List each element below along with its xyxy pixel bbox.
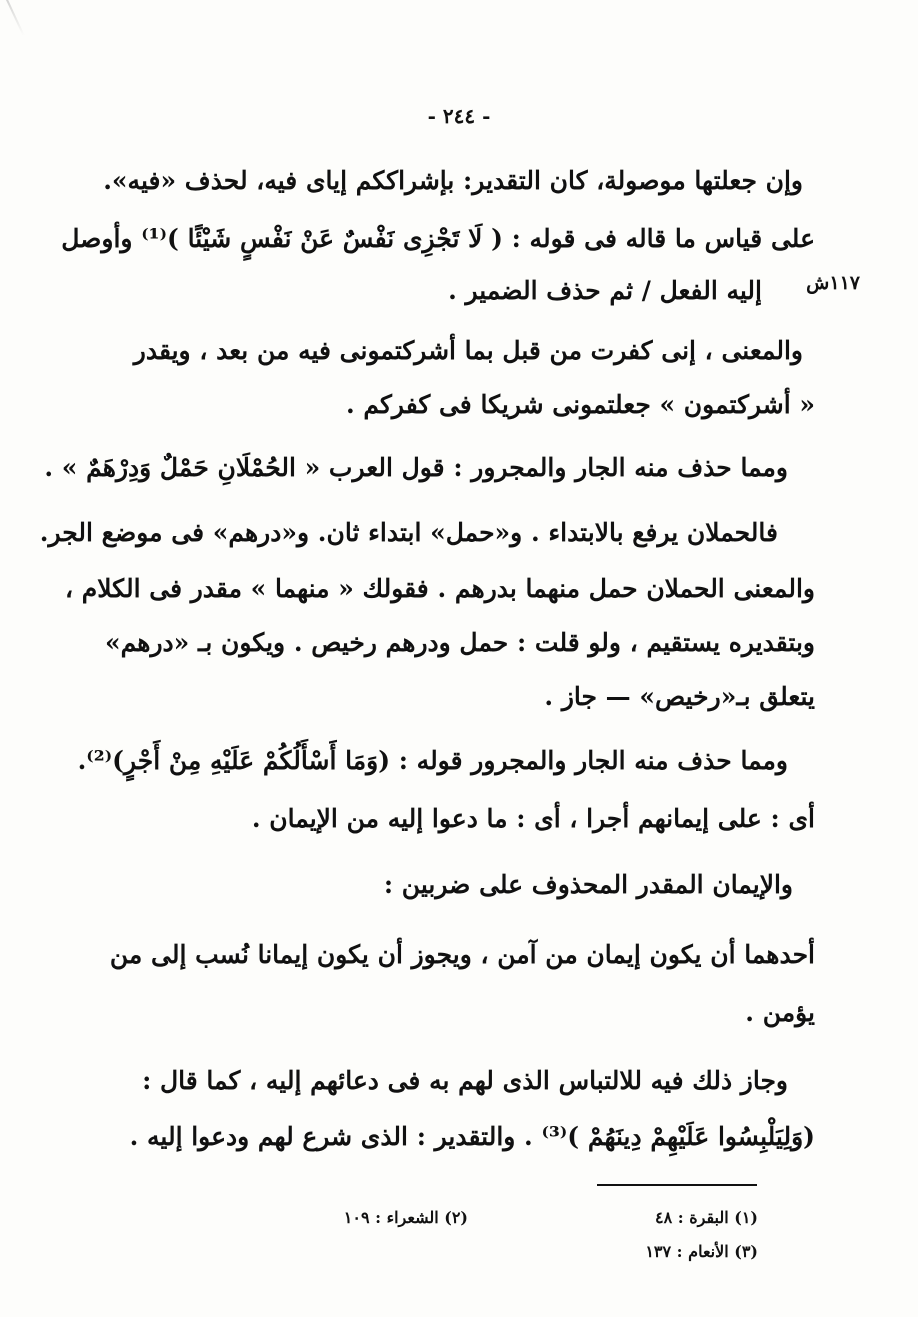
text-line-8: والمعنى الحملان حمل منهما بدرهم . فقولك « منهما » مقدر فى الكلام ، [65,574,815,603]
footnote-2: (٢) الشعراء : ١٠٩ [343,1208,468,1227]
text-line-2: على قياس ما قاله فى قوله : ( لَا تَجْزِى نَفْسٌ عَنْ نَفْسٍ شَيْئًا )⁽¹⁾ وأوصل [61,224,815,253]
footnote-3: (٣) الأنعام : ١٣٧ [645,1242,758,1261]
text-line-9: وبتقديره يستقيم ، ولو قلت : حمل ودرهم رخيص . ويكون بـ «درهم» [105,628,815,657]
footnote-1: (١) البقرة : ٤٨ [655,1208,758,1227]
scan-edge-mark [6,0,25,36]
text-line-7: فالحملان يرفع بالابتداء . و«حمل» ابتداء ثان. و«درهم» فى موضع الجر. [39,518,778,547]
text-line-12: أى : على إيمانهم أجرا ، أى : ما دعوا إليه من الإيمان . [251,804,815,833]
text-line-14: أحدهما أن يكون إيمان من آمن ، ويجوز أن يكون إيمانا نُسب إلى من [109,940,815,969]
text-line-11: ومما حذف منه الجار والمجرور قوله : (وَمَا أَسْأَلُكُمْ عَلَيْهِ مِنْ أَجْرٍ)⁽²⁾. [77,746,788,775]
text-line-3: إليه الفعل / ثم حذف الضمير . [448,276,762,305]
text-line-13: والإيمان المقدر المحذوف على ضربين : [383,870,793,899]
text-line-15: يؤمن . [745,998,815,1027]
text-line-10: يتعلق بـ«رخيص» — جاز . [544,682,815,711]
text-line-4: والمعنى ، إنى كفرت من قبل بما أشركتمونى فيه من بعد ، ويقدر [133,336,803,365]
text-line-16: وجاز ذلك فيه للالتباس الذى لهم به فى دعائهم إليه ، كما قال : [142,1066,788,1095]
text-line-1: وإن جعلتها موصولة، كان التقدير: بإشراككم إياى فيه، لحذف «فيه». [103,166,803,195]
footnote-separator [597,1184,757,1186]
text-line-6: ومما حذف منه الجار والمجرور : قول العرب « الحُمْلَانِ حَمْلٌ وَدِرْهَمٌ » . [44,453,788,482]
text-line-5: « أشركتمون » جعلتمونى شريكا فى كفركم . [345,390,815,419]
margin-manuscript-note: ١١٧ش [806,272,860,294]
text-line-17: (وَلِيَلْبِسُوا عَلَيْهِمْ دِينَهُمْ )⁽³⁾ . والتقدير : الذى شرع لهم ودعوا إليه . [129,1122,815,1151]
page-number: - ٢٤٤ - [427,104,491,128]
